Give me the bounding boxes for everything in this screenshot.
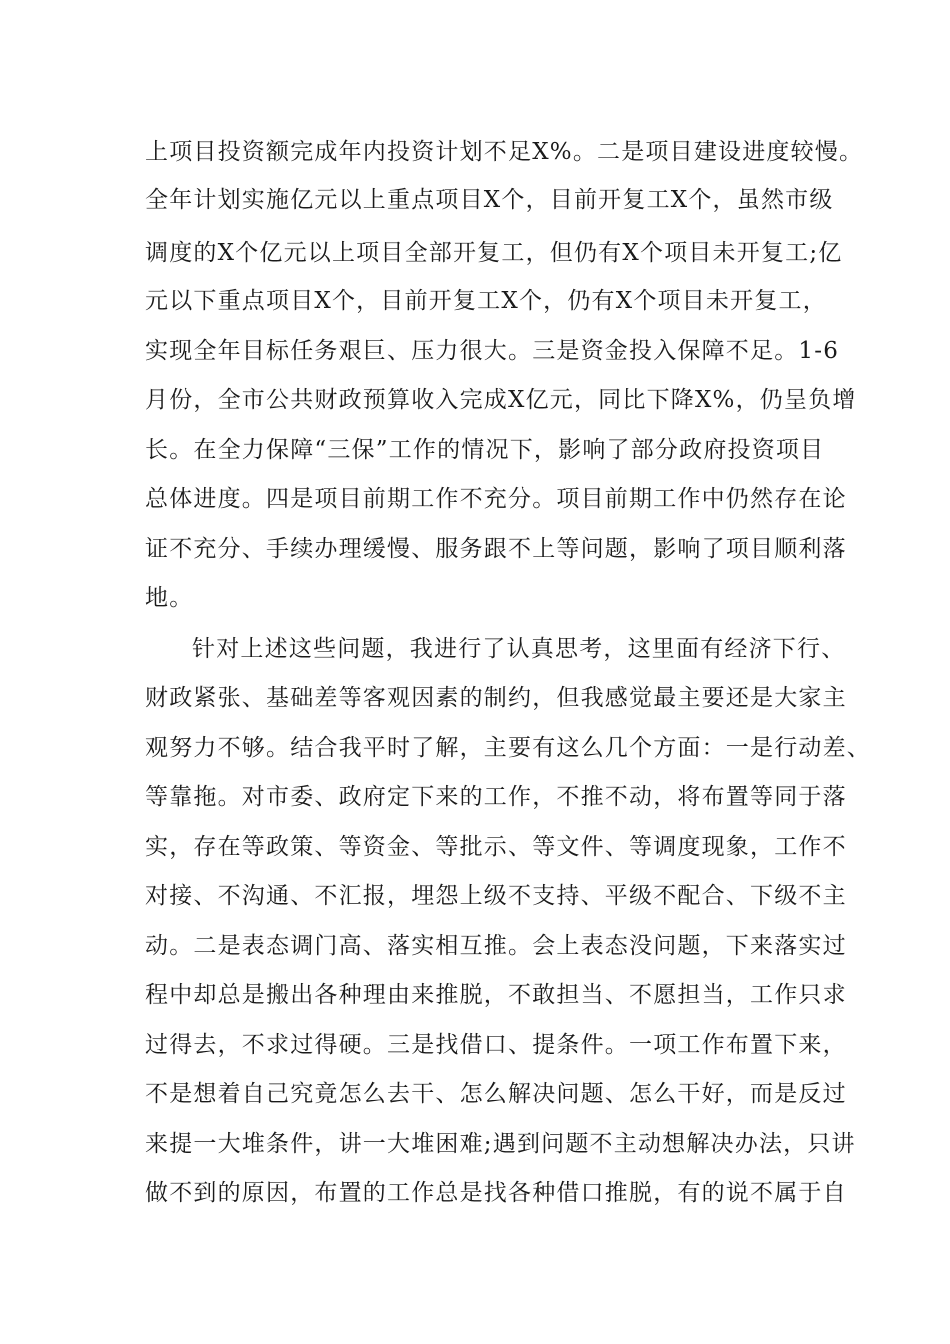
text-line: 实，存在等政策、等资金、等批示、等文件、等调度现象，工作不 — [145, 834, 847, 860]
paragraph-first-line: 针对上述这些问题，我进行了认真思考，这里面有经济下行、 — [192, 636, 846, 662]
text-line: 总体进度。四是项目前期工作不充分。项目前期工作中仍然存在论 — [145, 486, 847, 512]
text-line: 地。 — [145, 585, 194, 611]
text-line: 等靠拖。对市委、政府定下来的工作，不推不动，将布置等同于落 — [145, 784, 847, 810]
text-line: 长。在全力保障“三保”工作的情况下，影响了部分政府投资项目 — [145, 437, 825, 463]
text-line: 程中却总是搬出各种理由来推脱，不敢担当、不愿担当，工作只求 — [145, 982, 847, 1008]
text-line: 对接、不沟通、不汇报，埋怨上级不支持、平级不配合、下级不主 — [145, 883, 847, 909]
text-line: 不是想着自己究竟怎么去干、怎么解决问题、怎么干好，而是反过 — [145, 1081, 847, 1107]
text-line: 月份，全市公共财政预算收入完成X亿元，同比下降X%，仍呈负增 — [145, 387, 857, 413]
text-line: 观努力不够。结合我平时了解，主要有这么几个方面：一是行动差、 — [145, 735, 871, 761]
text-line: 动。二是表态调门高、落实相互推。会上表态没问题，下来落实过 — [145, 933, 847, 959]
text-line: 实现全年目标任务艰巨、压力很大。三是资金投入保障不足。1-6 — [145, 338, 840, 364]
text-line: 财政紧张、基础差等客观因素的制约，但我感觉最主要还是大家主 — [145, 685, 847, 711]
text-line: 上项目投资额完成年内投资计划不足X%。二是项目建设进度较慢。 — [145, 139, 864, 165]
text-line: 做不到的原因，布置的工作总是找各种借口推脱，有的说不属于自 — [145, 1180, 847, 1206]
text-line: 证不充分、手续办理缓慢、服务跟不上等问题，影响了项目顺利落 — [145, 536, 847, 562]
text-line: 全年计划实施亿元以上重点项目X个，目前开复工X个，虽然市级 — [145, 187, 834, 213]
text-line: 来提一大堆条件，讲一大堆困难;遇到问题不主动想解决办法，只讲 — [145, 1131, 856, 1157]
text-line: 调度的X个亿元以上项目全部开复工，但仍有X个项目未开复工;亿 — [145, 240, 843, 266]
text-line: 过得去，不求过得硬。三是找借口、提条件。一项工作布置下来， — [145, 1032, 847, 1058]
text-line: 元以下重点项目X个，目前开复工X个，仍有X个项目未开复工， — [145, 288, 827, 314]
